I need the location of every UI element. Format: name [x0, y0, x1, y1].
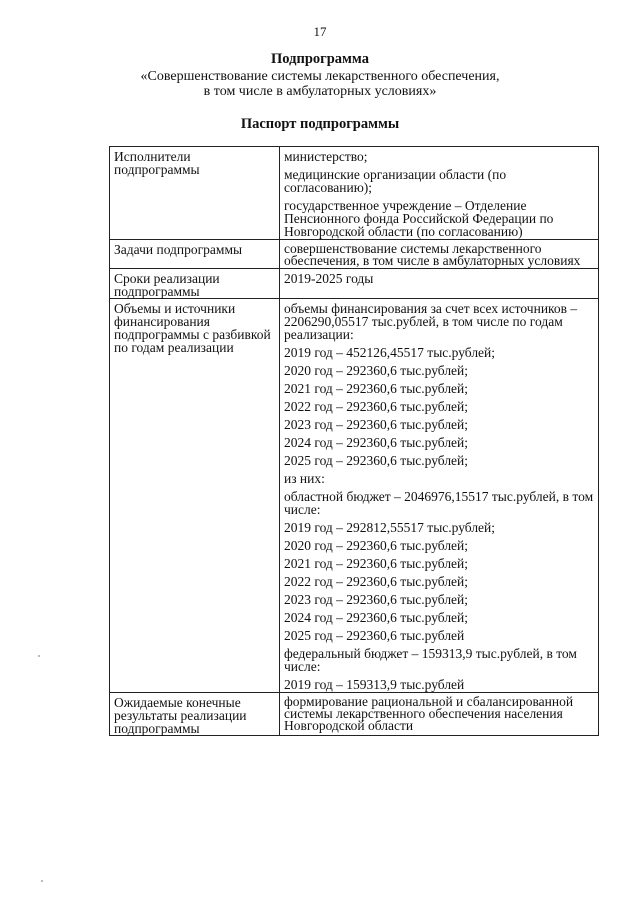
value-line: 2025 год – 292360,6 тыс.рублей; — [284, 453, 469, 468]
table-row-executors — [110, 147, 599, 240]
table-row-terms — [110, 269, 599, 299]
value-line: 2024 год – 292360,6 тыс.рублей; — [284, 435, 469, 450]
row-value-cell — [280, 147, 599, 240]
value-line: 2025 год – 292360,6 тыс.рублей — [284, 628, 465, 643]
value-line: из них: — [284, 471, 325, 486]
subtitle-line: в том числе в амбулаторных условиях» — [203, 84, 437, 99]
row-label: Задачи подпрограммы — [110, 240, 280, 269]
row-value-cell — [280, 693, 599, 736]
row-label: Ожидаемые конечные результаты реализации подпрограммы — [110, 693, 280, 736]
value-line: 2021 год – 292360,6 тыс.рублей; — [284, 556, 469, 571]
value-line: медицинские организации области (по согласованию); — [284, 167, 507, 195]
table-row-results — [110, 693, 599, 736]
value-line: формирование рациональной и сбалансированной системы лекарственного обеспечения населения Новгородской области — [284, 694, 574, 733]
value-line: совершенствование системы лекарственного обеспечения, в том числе в амбулаторных условиях — [284, 241, 581, 268]
subprogram-title: Подпрограмма — [271, 51, 369, 67]
value-line: министерство; — [284, 149, 368, 164]
value-line: 2021 год – 292360,6 тыс.рублей; — [284, 381, 469, 396]
table-row-financing — [110, 299, 599, 693]
value-line: 2023 год – 292360,6 тыс.рублей; — [284, 417, 469, 432]
row-label: Исполнители подпрограммы — [110, 147, 280, 240]
passport-table — [109, 146, 599, 736]
page-number: 17 — [313, 24, 327, 39]
value-line: 2020 год – 292360,6 тыс.рублей; — [284, 538, 469, 553]
row-label: Объемы и источники финансирования подпрограммы с разбивкой по годам реализации — [110, 299, 280, 693]
value-line: областной бюджет – 2046976,15517 тыс.рублей, в том числе: — [284, 489, 594, 517]
value-line: федеральный бюджет – 159313,9 тыс.рублей, в том числе: — [284, 646, 577, 674]
scan-speck — [41, 880, 43, 882]
value-line: 2019-2025 годы — [284, 271, 374, 286]
value-line: 2024 год – 292360,6 тыс.рублей; — [284, 610, 469, 625]
value-line: 2019 год – 159313,9 тыс.рублей — [284, 677, 465, 692]
passport-title: Паспорт подпрограммы — [240, 116, 400, 132]
row-label: Сроки реализации подпрограммы — [110, 269, 280, 299]
row-value-cell — [280, 299, 599, 693]
subtitle-line: «Совершенствование системы лекарственного обеспечения, — [140, 69, 500, 84]
subprogram-subtitle — [0, 69, 640, 99]
value-line: 2019 год – 292812,55517 тыс.рублей; — [284, 520, 496, 535]
row-value-cell — [280, 240, 599, 269]
value-line: 2023 год – 292360,6 тыс.рублей; — [284, 592, 469, 607]
value-line: 2022 год – 292360,6 тыс.рублей; — [284, 574, 469, 589]
scan-speck — [38, 655, 40, 657]
value-line: 2019 год – 452126,45517 тыс.рублей; — [284, 345, 496, 360]
table-row-tasks — [110, 240, 599, 269]
value-line: 2022 год – 292360,6 тыс.рублей; — [284, 399, 469, 414]
value-line: государственное учреждение – Отделение Пенсионного фонда Российской Федерации по Новгородской области (по согласованию) — [284, 198, 554, 239]
value-line: объемы финансирования за счет всех источников – 2206290,05517 тыс.рублей, в том числе по годам реализации: — [284, 301, 578, 342]
row-value-cell — [280, 269, 599, 299]
value-line: 2020 год – 292360,6 тыс.рублей; — [284, 363, 469, 378]
